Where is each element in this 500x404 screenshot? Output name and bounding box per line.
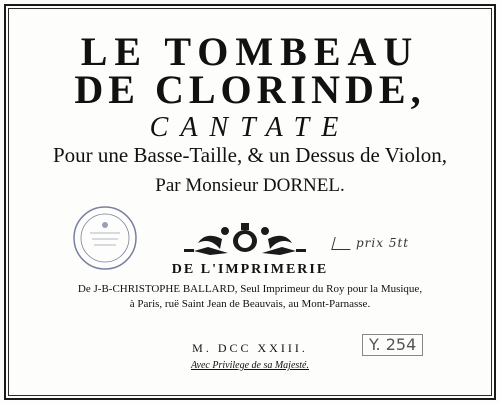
privilege-line — [0, 360, 500, 371]
scoring-line: Pour une Basse-Taille, & un Dessus de Violon, — [52, 143, 448, 167]
genre-label: CANTATE — [149, 112, 351, 143]
publication-year: M. DCC XXIII. — [192, 341, 308, 355]
address-line: à Paris, ruë Saint Jean de Beauvais, au Mont-Parnasse. — [129, 298, 371, 310]
title-line-1: LE TOMBEAU — [80, 29, 420, 74]
call-number: Y. 254 — [362, 334, 423, 356]
author-line: Par Monsieur DORNEL. — [155, 175, 345, 196]
title-line-2: DE CLORINDE, — [74, 67, 426, 112]
handwritten-price-note — [333, 236, 409, 250]
privilege-text: Avec Privilege de sa Majesté. — [190, 360, 309, 371]
printers-ornament-icon — [180, 219, 310, 257]
printer-line: De J-B-CHRISTOPHE BALLARD, Seul Imprimeur du Roy pour la Musique, — [77, 283, 423, 295]
imprint-heading: DE L'IMPRIMERIE — [171, 262, 329, 277]
bracket-mark — [331, 237, 353, 250]
price-note-text: prix 5tt — [356, 236, 410, 250]
